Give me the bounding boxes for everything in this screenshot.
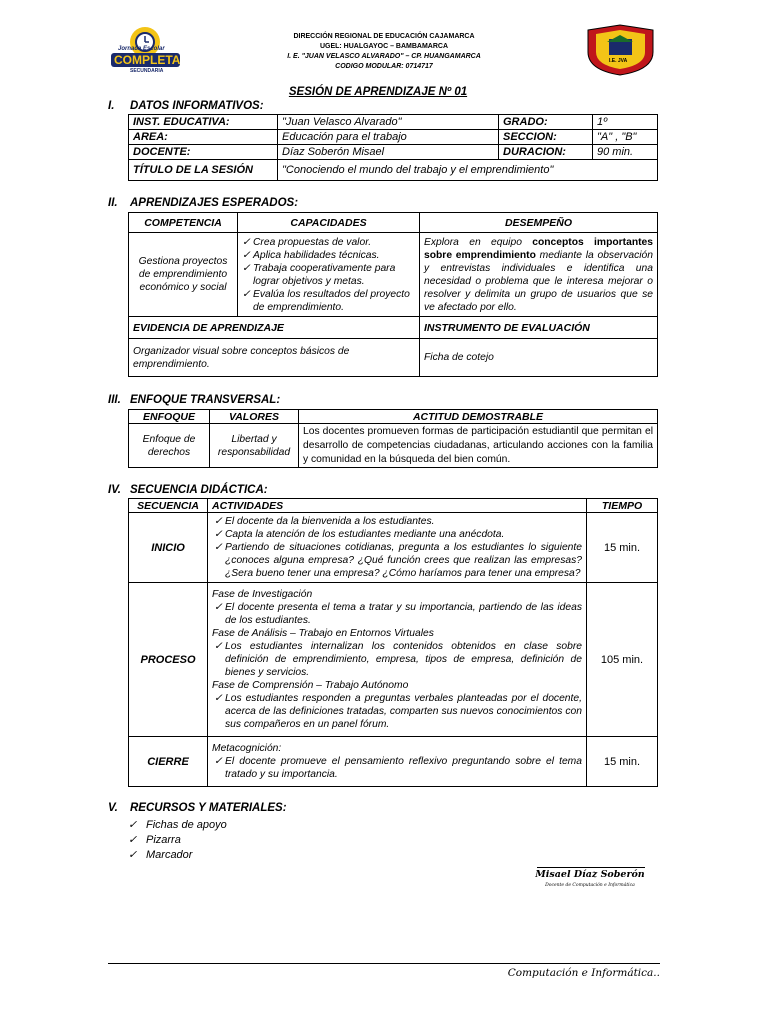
- proceso-item: ✓ Los estudiantes internalizan los contenidos obtenidos en clase sobre definición de emprendimiento, empresa, tipos de empresa, definición de bienes y servicios.: [212, 640, 582, 679]
- area-label: AREA:: [129, 130, 278, 145]
- docente-label: DOCENTE:: [129, 145, 278, 160]
- logo-shield-ie: I.E. JVA: [583, 22, 658, 77]
- enfoque-table: [128, 409, 658, 468]
- metacognicion: Metacognición:: [212, 743, 282, 754]
- header-line-3: I. E. "JUAN VELASCO ALVARADO" – CP. HUANGAMARCA: [287, 53, 481, 60]
- proceso-time: 105 min.: [587, 583, 658, 737]
- inicio-item: ✓ Partiendo de situaciones cotidianas, pregunta a los estudiantes lo siguiente ¿conoces alguna empresa? ¿Qué función crees que realizan las empresas? ¿Sera bueno tener una empresa? ¿Cómo haríamos para tener una empresa?: [212, 541, 582, 580]
- footer-rule: [108, 963, 660, 964]
- evidencia-cell: Organizador visual sobre conceptos básicos de emprendimiento.: [129, 339, 420, 377]
- fase-comprension: Fase de Comprensión – Trabajo Autónomo: [212, 680, 409, 691]
- inicio-item: ✓ El docente da la bienvenida a los estudiantes.: [212, 515, 582, 528]
- cierre-label: CIERRE: [129, 737, 208, 787]
- proceso-item: ✓ Los estudiantes responden a preguntas verbales planteadas por el docente, acerca de las definiciones tratadas, comparten sus nuevos conocimientos con sus compañeros en un panel fórum.: [212, 692, 582, 731]
- header-line-1: DIRECCIÓN REGIONAL DE EDUCACIÓN CAJAMARCA: [293, 33, 475, 40]
- cierre-item: ✓ El docente promueve el pensamiento reflexivo preguntando sobre el tema tratado y su importancia.: [212, 755, 582, 781]
- grado-value: 1º: [593, 115, 658, 130]
- section-2-title: II. APRENDIZAJES ESPERADOS:: [108, 197, 299, 209]
- recurso-item: ✓ Pizarra: [128, 834, 181, 846]
- enfoque-cell: Enfoque de derechos: [129, 424, 210, 468]
- cierre-activities: [208, 737, 587, 787]
- instrumento-cell: Ficha de cotejo: [420, 339, 658, 377]
- seccion-value: "A" , "B": [593, 130, 658, 145]
- signature-line: [537, 867, 645, 868]
- signature-name: Misael Díaz Soberón: [535, 869, 645, 880]
- inicio-item: ✓ Capta la atención de los estudiantes mediante una anécdota.: [212, 528, 582, 541]
- inst-value: "Juan Velasco Alvarado": [278, 115, 499, 130]
- datos-table: [128, 114, 658, 181]
- desempeno-header: DESEMPEÑO: [420, 213, 658, 233]
- section-3-title: III. ENFOQUE TRANSVERSAL:: [108, 394, 281, 406]
- instrumento-header: INSTRUMENTO DE EVALUACIÓN: [420, 317, 658, 339]
- inst-label: INST. EDUCATIVA:: [129, 115, 278, 130]
- tiempo-header: TIEMPO: [587, 499, 658, 513]
- recurso-item: ✓ Marcador: [128, 849, 193, 861]
- capacidades-header: CAPACIDADES: [238, 213, 420, 233]
- proceso-item: ✓ El docente presenta el tema a tratar y su importancia, partiendo de las ideas de los estudiantes.: [212, 601, 582, 627]
- fase-investigacion: Fase de Investigación: [212, 589, 313, 600]
- capacidad-item: ✓ Aplica habilidades técnicas.: [240, 249, 415, 262]
- aprendizajes-table: [128, 212, 658, 377]
- inicio-label: INICIO: [129, 513, 208, 583]
- duracion-label: DURACION:: [499, 145, 593, 160]
- session-title: SESIÓN DE APRENDIZAJE Nº 01: [288, 86, 468, 98]
- area-value: Educación para el trabajo: [278, 130, 499, 145]
- proceso-label: PROCESO: [129, 583, 208, 737]
- valores-cell: Libertad y responsabilidad: [210, 424, 299, 468]
- header-line-2: UGEL: HUALGAYOC – BAMBAMARCA: [319, 43, 449, 50]
- evidencia-header: EVIDENCIA DE APRENDIZAJE: [129, 317, 420, 339]
- inicio-activities: [208, 513, 587, 583]
- enfoque-header: ENFOQUE: [129, 410, 210, 424]
- logo-jornada-escolar: Jornada Escolar COMPLETA SECUNDARIA: [108, 24, 183, 74]
- seccion-label: SECCION:: [499, 130, 593, 145]
- actividades-header: ACTIVIDADES: [208, 499, 587, 513]
- duracion-value: 90 min.: [593, 145, 658, 160]
- recursos-list: [128, 818, 227, 863]
- competencia-cell: Gestiona proyectos de emprendimiento económico y social: [129, 233, 238, 317]
- actitud-header: ACTITUD DEMOSTRABLE: [299, 410, 658, 424]
- proceso-activities: [208, 583, 587, 737]
- inicio-time: 15 min.: [587, 513, 658, 583]
- section-1-title: I. DATOS INFORMATIVOS:: [108, 100, 264, 112]
- grado-label: GRADO:: [499, 115, 593, 130]
- header-line-4: CODIGO MODULAR: 0714717: [335, 63, 433, 70]
- secuencia-table: [128, 498, 658, 787]
- capacidad-item: ✓ Evalúa los resultados del proyecto de emprendimiento.: [240, 288, 415, 314]
- competencia-header: COMPETENCIA: [129, 213, 238, 233]
- capacidad-item: ✓ Trabaja cooperativamente para lograr objetivos y metas.: [240, 262, 415, 288]
- titulo-label: TÍTULO DE LA SESIÓN: [129, 160, 278, 181]
- recurso-item: ✓ Fichas de apoyo: [128, 819, 227, 831]
- actitud-cell: Los docentes promueven formas de participación estudiantil que permitan el desarrollo de competencias ciudadanas, articulando acciones con la familia y comunidad en la búsqueda del bien común.: [299, 424, 658, 468]
- capacidad-item: ✓ Crea propuestas de valor.: [240, 236, 415, 249]
- valores-header: VALORES: [210, 410, 299, 424]
- titulo-value: "Conociendo el mundo del trabajo y el emprendimiento": [278, 160, 658, 181]
- section-4-title: IV. SECUENCIA DIDÁCTICA:: [108, 484, 268, 496]
- section-5-title: V. RECURSOS Y MATERIALES:: [108, 802, 287, 814]
- footer-text: Computación e Informática..: [507, 967, 660, 979]
- signature-role: Docente de Computación e Informática: [545, 883, 635, 888]
- desempeno-cell: Explora en equipo conceptos importantes sobre emprendimiento mediante la observación y entrevistas individuales e identifica una necesidad o problema que le interesa mejorar o resolver y delimita un grupo de usuarios que se ve afectado por ello.: [420, 233, 658, 317]
- cierre-time: 15 min.: [587, 737, 658, 787]
- fase-analisis: Fase de Análisis – Trabajo en Entornos Virtuales: [212, 628, 434, 639]
- docente-value: Díaz Soberón Misael: [278, 145, 499, 160]
- capacidades-cell: [238, 233, 420, 317]
- secuencia-header: SECUENCIA: [129, 499, 208, 513]
